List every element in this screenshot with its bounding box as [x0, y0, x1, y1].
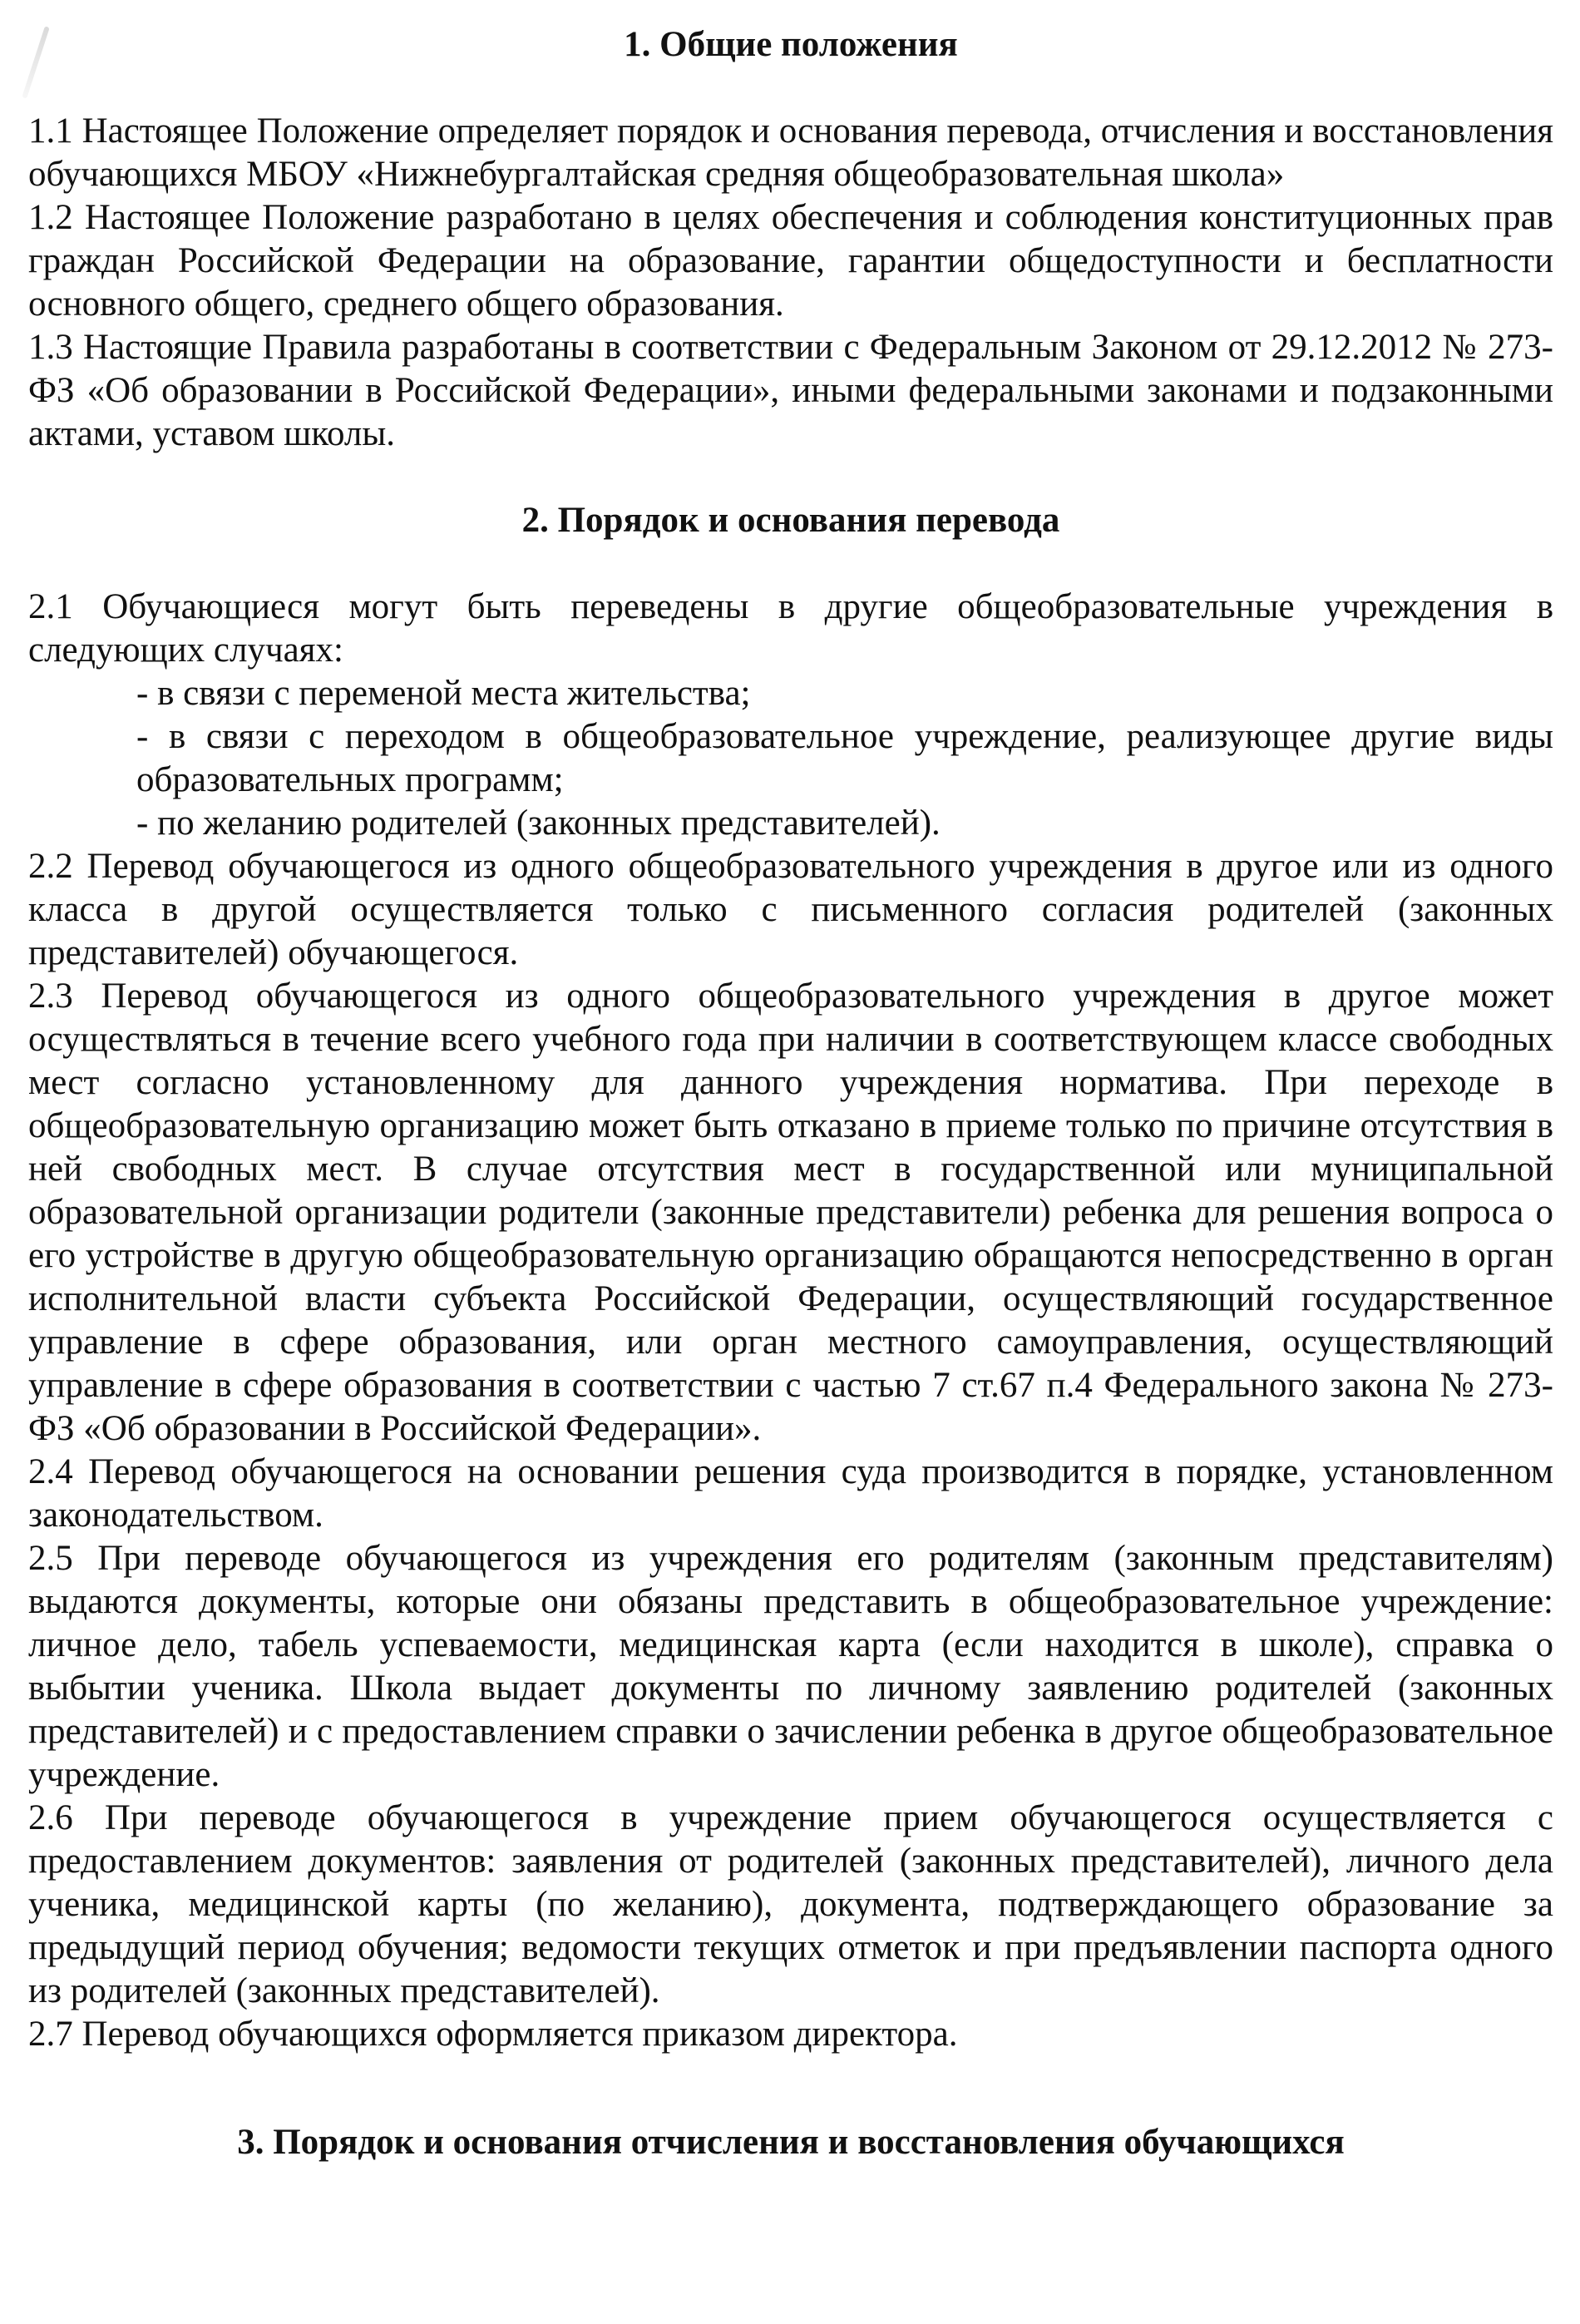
paragraph-1-2: 1.2 Настоящее Положение разработано в целях обеспечения и соблюдения конституционных прав граждан Российской Федерации на образование, гарантии общедоступности и бесплатности основного общего, среднего общего образования. — [28, 198, 1553, 324]
paragraph-2-4: 2.4 Перевод обучающегося на основании решения суда производится в порядке, установленном законодательством. — [28, 1452, 1553, 1535]
list-item-parent-wish: - по желанию родителей (законных представителей). — [136, 804, 941, 843]
paragraph-2-3: 2.3 Перевод обучающегося из одного общеобразовательного учреждения в другое может осуществляться в течение всего учебного года при наличии в соответствующем классе свободных мест согласно установленному для данного учреждения норматива. При переходе в общеобразовательную организацию может быть отказано в приеме только по причине отсутствия в ней свободных мест. В случае отсутствия мест в государственной или муниципальной образовательной организации родители (законные представители) ребенка для решения вопроса о его устройстве в другую общеобразовательную организацию обращаются непосредственно в орган исполнительной власти субъекта Российской Федерации, осуществляющий государственное управление в сфере образования, или орган местного самоуправления, осуществляющий управление в сфере образования в соответствии с частью 7 ст.67 п.4 Федерального закона № 273-ФЗ «Об образовании в Российской Федерации». — [28, 977, 1553, 1448]
paragraph-2-5: 2.5 При переводе обучающегося из учреждения его родителям (законным представителям) выдаются документы, которые они обязаны представить в общеобразовательное учреждение: личное дело, табель успеваемости, медицинская карта (если находится в школе), справка о выбытии ученика. Школа выдает документы по личному заявлению родителей (законных представителей) и с предоставлением справки о зачислении ребенка в другое общеобразовательное учреждение. — [28, 1539, 1553, 1794]
paragraph-1-3: 1.3 Настоящие Правила разработаны в соответствии с Федеральным Законом от 29.12.2012 № 273-ФЗ «Об образовании в Российской Федерации», иными федеральными законами и подзаконными актами, уставом школы. — [28, 328, 1553, 453]
paragraph-2-6: 2.6 При переводе обучающегося в учреждение прием обучающегося осуществляется с предоставлением документов: заявления от родителей (законных представителей), личного дела ученика, медицинской карты (по желанию), документа, подтверждающего образование за предыдущий период обучения; ведомости текущих отметок и при предъявлении паспорта одного из родителей (законных представителей). — [28, 1798, 1553, 2010]
paragraph-2-1: 2.1 Обучающиеся могут быть переведены в другие общеобразовательные учреждения в следующих случаях: — [28, 587, 1553, 670]
list-item-program-change: - в связи с переходом в общеобразовательное учреждение, реализующее другие виды образовательных программ; — [136, 717, 1553, 799]
document-body — [28, 23, 1553, 2164]
paragraph-2-2: 2.2 Перевод обучающегося из одного общеобразовательного учреждения в другое или из одного класса в другой осуществляется только с письменного согласия родителей (законных представителей) обучающегося. — [28, 847, 1553, 972]
section-3-heading: 3. Порядок и основания отчисления и восстановления обучающихся — [237, 2123, 1345, 2162]
list-item-relocation: - в связи с переменой места жительства; — [136, 674, 751, 713]
section-2-heading: 2. Порядок и основания перевода — [521, 501, 1060, 540]
paragraph-1-1: 1.1 Настоящее Положение определяет порядок и основания перевода, отчисления и восстановления обучающихся МБОУ «Нижнебургалтайская средняя общеобразовательная школа» — [28, 111, 1553, 194]
section-1-heading: 1. Общие положения — [624, 25, 958, 64]
paragraph-2-7: 2.7 Перевод обучающихся оформляется приказом директора. — [28, 2015, 958, 2054]
